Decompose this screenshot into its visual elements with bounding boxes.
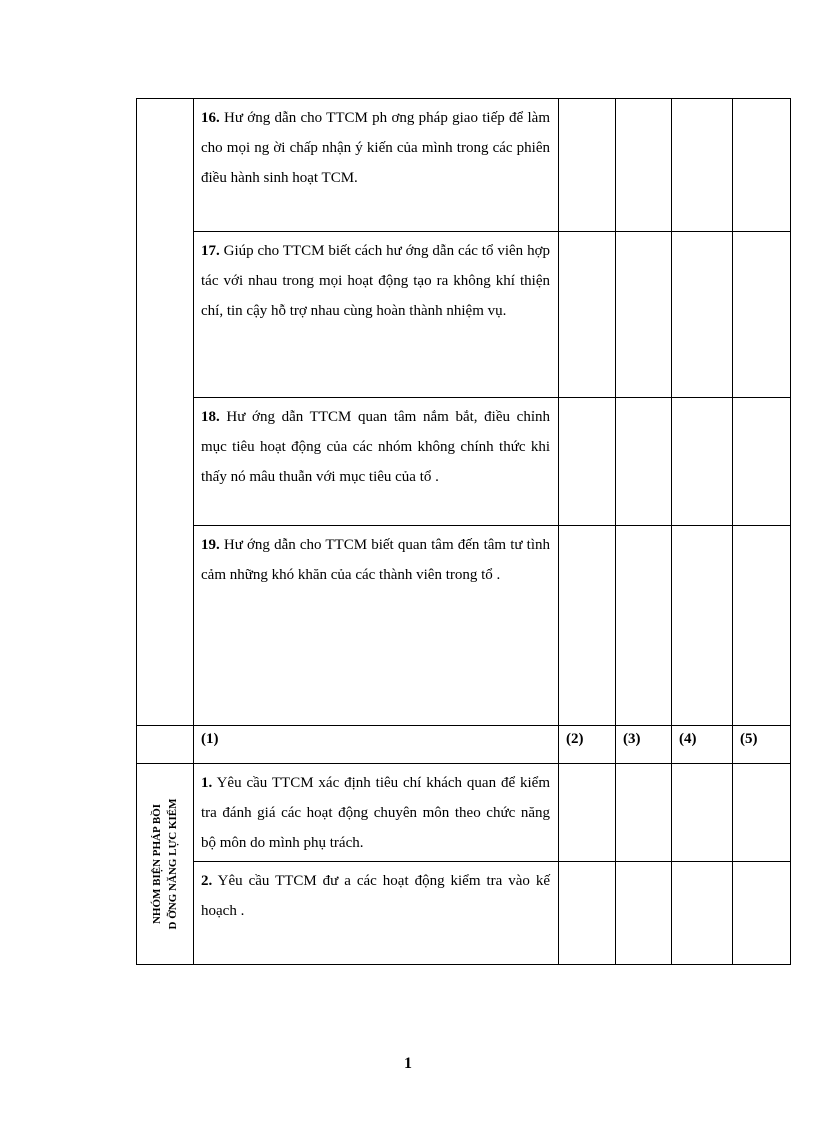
item-description: Yêu cầu TTCM đư a các hoạt động kiểm tra vào kế hoạch . <box>201 873 550 919</box>
score-cell[interactable] <box>616 99 672 232</box>
column-label-1: (1) <box>201 731 219 747</box>
item-number: 16. <box>201 110 220 126</box>
column-label-3: (3) <box>623 731 641 747</box>
score-cell[interactable] <box>616 398 672 526</box>
item-description: Hư ớng dẫn cho TTCM ph ơng pháp giao tiếp để làm cho mọi ng ời chấp nhận ý kiến của mình trong các phiên điều hành sinh hoạt TCM. <box>201 110 550 186</box>
item-cell <box>194 398 559 526</box>
item-description: Hư ớng dẫn TTCM quan tâm nắm bắt, điều chỉnh mục tiêu hoạt động của các nhóm không chính thức khi thấy nó mâu thuẫn với mục tiêu của tổ . <box>201 409 550 485</box>
header-cell <box>559 726 616 764</box>
group-label-text <box>149 799 181 930</box>
item-number: 17. <box>201 243 220 259</box>
score-cell[interactable] <box>733 99 791 232</box>
item-text <box>194 99 558 193</box>
score-cell[interactable] <box>733 398 791 526</box>
header-cell <box>616 726 672 764</box>
item-number: 18. <box>201 409 220 425</box>
evaluation-table <box>136 98 791 965</box>
table-row <box>137 862 791 965</box>
score-cell[interactable] <box>616 862 672 965</box>
item-text <box>194 398 558 492</box>
group-label-line2: D ỠNG NĂNG LỰC KIỂM <box>167 798 179 930</box>
header-cell <box>672 726 733 764</box>
score-cell[interactable] <box>559 99 616 232</box>
score-cell[interactable] <box>559 764 616 862</box>
page-number: 1 <box>404 1055 412 1072</box>
item-text <box>194 862 558 926</box>
item-text <box>194 526 558 590</box>
score-cell[interactable] <box>733 232 791 398</box>
item-number: 1. <box>201 775 213 791</box>
table-row <box>137 526 791 726</box>
table-row <box>137 398 791 526</box>
score-cell[interactable] <box>616 764 672 862</box>
item-description: Hư ớng dẫn cho TTCM biết quan tâm đến tâm tư tình cảm những khó khăn của các thành viên trong tổ . <box>201 537 550 583</box>
score-cell[interactable] <box>616 232 672 398</box>
item-cell <box>194 99 559 232</box>
score-cell[interactable] <box>672 764 733 862</box>
item-number: 2. <box>201 873 213 889</box>
score-cell[interactable] <box>672 526 733 726</box>
score-cell[interactable] <box>559 232 616 398</box>
score-cell[interactable] <box>733 764 791 862</box>
table-row <box>137 764 791 862</box>
group-cell-empty <box>137 99 194 726</box>
score-cell[interactable] <box>672 99 733 232</box>
score-cell[interactable] <box>733 526 791 726</box>
group-cell <box>137 764 194 965</box>
header-cell <box>194 726 559 764</box>
score-cell[interactable] <box>672 398 733 526</box>
score-cell[interactable] <box>672 232 733 398</box>
group-label <box>137 764 193 964</box>
table-row <box>137 99 791 232</box>
item-cell <box>194 862 559 965</box>
group-label-line1: NHÓM BIỆN PHÁP BỒI <box>151 803 163 925</box>
score-cell[interactable] <box>559 862 616 965</box>
column-label-5: (5) <box>740 731 758 747</box>
score-cell[interactable] <box>559 526 616 726</box>
item-description: Yêu cầu TTCM xác định tiêu chí khách quan để kiểm tra đánh giá các hoạt động chuyên môn theo chức năng bộ môn do mình phụ trách. <box>201 775 550 851</box>
item-cell <box>194 764 559 862</box>
header-cell <box>733 726 791 764</box>
header-row <box>137 726 791 764</box>
column-label-4: (4) <box>679 731 697 747</box>
score-cell[interactable] <box>616 526 672 726</box>
column-label-2: (2) <box>566 731 584 747</box>
score-cell[interactable] <box>672 862 733 965</box>
score-cell[interactable] <box>559 398 616 526</box>
table-row <box>137 232 791 398</box>
header-cell-empty <box>137 726 194 764</box>
item-text <box>194 764 558 858</box>
item-description: Giúp cho TTCM biết cách hư ớng dẫn các tổ viên hợp tác với nhau trong mọi hoạt động tạo ra không khí thiện chí, tin cậy hỗ trợ nhau cùng hoàn thành nhiệm vụ. <box>201 243 550 319</box>
item-text <box>194 232 558 326</box>
item-cell <box>194 526 559 726</box>
item-cell <box>194 232 559 398</box>
score-cell[interactable] <box>733 862 791 965</box>
item-number: 19. <box>201 537 220 553</box>
